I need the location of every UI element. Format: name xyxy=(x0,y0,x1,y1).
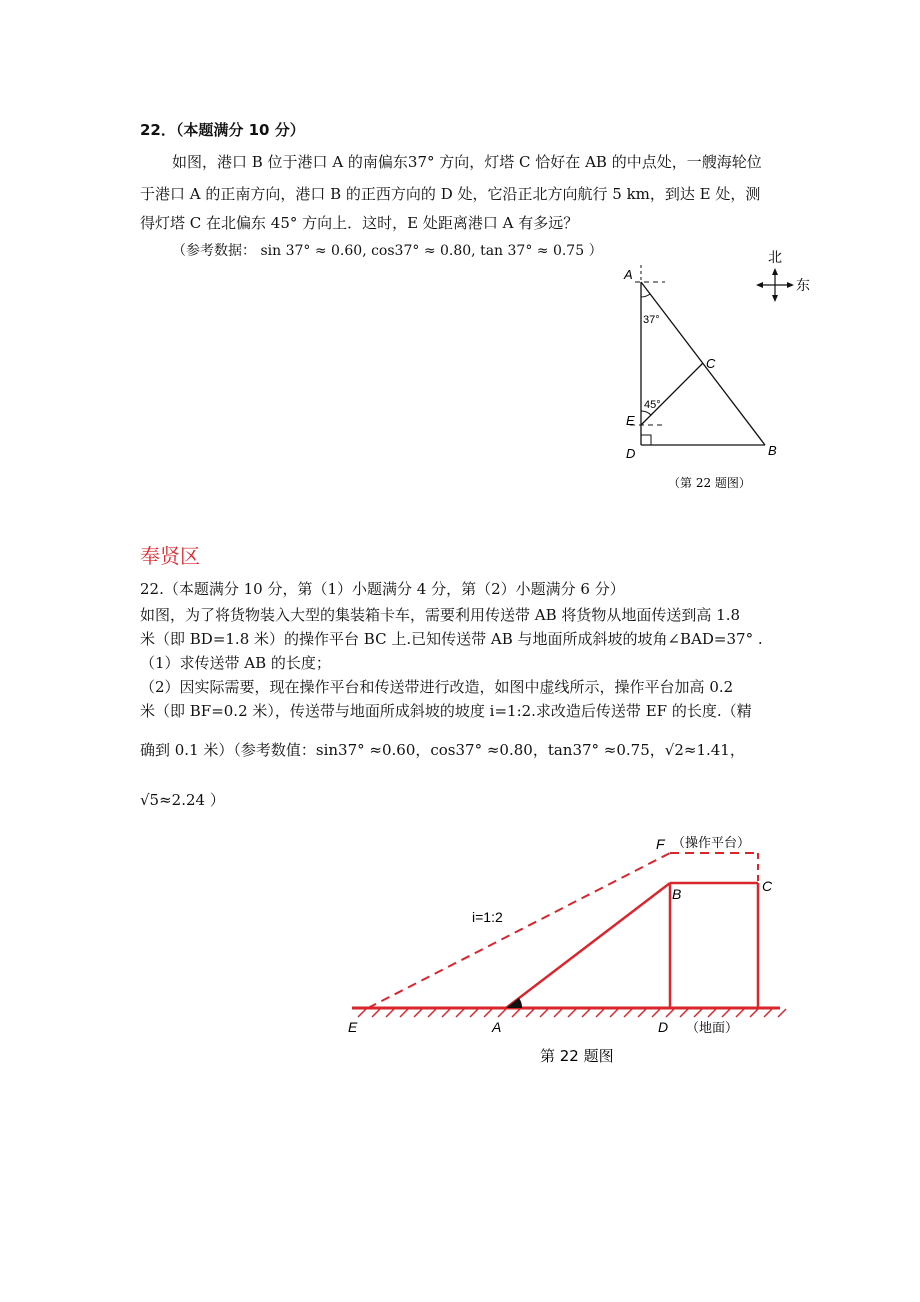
q2-slope-label: i=1:2 xyxy=(472,909,503,925)
q2-label-b: B xyxy=(672,886,682,902)
q1-label-d: D xyxy=(626,446,636,461)
q1-compass-east: 东 xyxy=(796,278,810,294)
q1-arc-a xyxy=(641,294,650,297)
q2-caption: 第 22 题图 xyxy=(540,1047,614,1065)
q2-platform-label: （操作平台） xyxy=(672,836,751,851)
q1-angle-37: 37° xyxy=(643,314,660,326)
q2-line-6: 确到 0.1 米）（参考数值：sin37° ≈0.60，cos37° ≈0.80，tan37° ≈0.75，√2≈1.41， xyxy=(140,741,745,759)
q1-label-b: B xyxy=(768,443,777,458)
q1-figure xyxy=(610,245,830,495)
q1-label-e: E xyxy=(626,413,635,428)
q1-caption: （第 22 题图） xyxy=(668,476,751,490)
q2-line-4: （2）因实际需要，现在操作平台和传送带进行改造，如图中虚线所示，操作平台加高 0.2 xyxy=(140,678,734,696)
q1-reference-data: （参考数据： sin 37° ≈ 0.60, cos37° ≈ 0.80, tan 37° ≈ 0.75 ） xyxy=(172,243,603,259)
q2-label-d: D xyxy=(658,1019,669,1035)
q2-line-5: 米（即 BF=0.2 米），传送带与地面所成斜坡的坡度 i=1:2.求改造后传送带 EF 的长度.（精 xyxy=(140,702,752,720)
q2-belt-ef xyxy=(368,853,670,1008)
q1-line-2: 于港口 A 的正南方向，港口 B 的正西方向的 D 处，它沿正北方向航行 5 km，到达 E 处，测 xyxy=(140,185,761,203)
q2-label-c: C xyxy=(762,878,773,894)
q2-line-7: √5≈2.24 ） xyxy=(140,791,225,809)
q2-line-2: 米（即 BD=1.8 米）的操作平台 BC 上.已知传送带 AB 与地面所成斜坡的坡角∠BAD=37° . xyxy=(140,630,763,648)
q2-label-e: E xyxy=(348,1019,358,1035)
q2-label-a: A xyxy=(492,1019,502,1035)
q1-heading: 22．（本题满分 10 分） xyxy=(140,121,305,139)
q2-ground-hatching xyxy=(358,1009,786,1017)
q1-label-a: A xyxy=(624,267,633,282)
q1-diagram xyxy=(610,245,830,495)
q2-label-f: F xyxy=(656,836,665,852)
q1-angle-45: 45° xyxy=(644,399,661,411)
q2-diagram xyxy=(340,825,790,1075)
q1-segment-ec xyxy=(641,363,703,425)
q1-compass-icon xyxy=(756,268,794,302)
q2-angle-a xyxy=(506,998,522,1008)
q2-belt-ab xyxy=(506,883,670,1008)
q2-ground-label: （地面） xyxy=(686,1021,739,1036)
q1-arc-e xyxy=(641,411,651,415)
q2-figure xyxy=(340,825,790,1075)
q2-line-1: 如图，为了将货物装入大型的集装箱卡车，需要利用传送带 AB 将货物从地面传送到高 1.8 xyxy=(140,606,741,624)
q2-heading: 22.（本题满分 10 分，第（1）小题满分 4 分，第（2）小题满分 6 分） xyxy=(140,580,625,598)
q1-compass-north: 北 xyxy=(768,250,782,266)
q1-line-1: 如图，港口 B 位于港口 A 的南偏东37° 方向，灯塔 C 恰好在 AB 的中点处，一艘海轮位 xyxy=(172,153,762,171)
q1-label-c: C xyxy=(706,356,716,371)
q1-right-angle xyxy=(641,435,651,445)
q2-line-3: （1）求传送带 AB 的长度； xyxy=(140,654,331,672)
q1-line-3: 得灯塔 C 在北偏东 45° 方向上．这时，E 处距离港口 A 有多远？ xyxy=(140,214,579,232)
district-title: 奉贤区 xyxy=(140,544,200,568)
